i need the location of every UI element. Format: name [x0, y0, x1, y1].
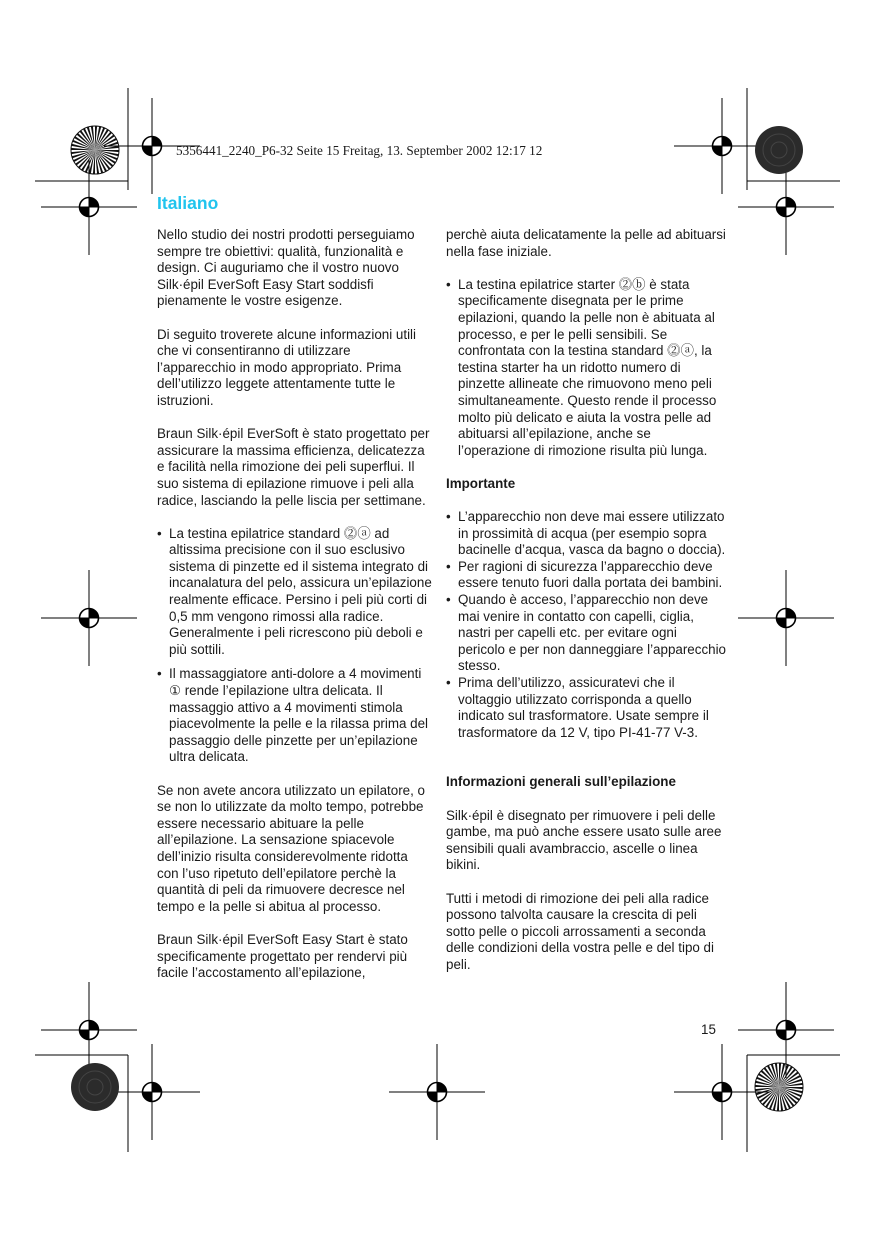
starburst-target-icon: [755, 1063, 803, 1111]
list-item: • La testina epilatrice starter ⓶ⓑ è stata specificamente disegnata per le prime epilazioni, quando la pelle non è abituata al processo, e per le pelli sensibili. Se confrontata con la testina standard ⓶ⓐ, la testina starter ha un ridotto numero di pinzette allineate che rimuovono meno peli simultaneamente. Questo rende il processo molto più delicato e aiuta la vostra pelle ad abituarsi all’epilazione, anche se l’operazione di rimozione risulta più lunga.: [446, 277, 726, 460]
list-item: • Per ragioni di sicurezza l’apparecchio deve essere tenuto fuori dalla portata dei bambini.: [446, 559, 726, 592]
list-item: • Quando è acceso, l’apparecchio non deve mai venire in contatto con capelli, ciglia, nastri per capelli etc. per evitare ogni pericolo e per non danneggiare l’apparecchio stesso.: [446, 592, 726, 675]
registration-mark-icon: [389, 1044, 485, 1140]
importante-title: Importante: [446, 475, 516, 491]
info-title: Informazioni generali sull’epilazione: [446, 774, 676, 790]
left-column: [157, 227, 433, 998]
registration-mark-icon: [41, 570, 137, 666]
info-paragraph: Di seguito troverete alcune informazioni utili che vi consentiranno di utilizzare l’apparecchio in modo appropriato. Prima dell’utilizzo leggete attentamente tutte le istruzioni.: [157, 326, 417, 408]
warning-paragraph: Tutti i metodi di rimozione dei peli alla radice possono talvolta causare la crescita di peli sotto pelle o piccoli arrossamenti a seconda delle condizioni della vostra pelle e del tipo di peli.: [446, 890, 714, 972]
right-column: [446, 227, 726, 990]
starter-list: [446, 277, 726, 460]
page-heading: Italiano: [157, 193, 219, 213]
registration-mark-icon: [738, 570, 834, 666]
product-paragraph: Braun Silk·épil EverSoft è stato progettato per assicurare la massima efficienza, delicatezza e facilità nella rimozione dei peli superflui. Il suo sistema di epilazione rimuove i peli alla radice, lasciando la pelle liscia per settimane.: [157, 426, 430, 508]
dark-target-icon: [71, 1063, 119, 1111]
info-paragraph: Silk·épil è disegnato per rimuovere i peli delle gambe, ma può anche essere usato sulle aree sensibili quali avambraccio, ascelle o linea bikini.: [446, 807, 722, 873]
feature-list: [157, 526, 433, 766]
intro-paragraph: Nello studio dei nostri prodotti perseguiamo sempre tre obiettivi: qualità, funzionalità e design. Ci auguriamo che il vostro nuovo Silk·épil EverSoft Easy Start soddisfi pienamente le vostre esigenze.: [157, 227, 415, 309]
list-item: • Il massaggiatore anti-dolore a 4 movimenti ① rende l’epilazione ultra delicata. Il massaggio attivo a 4 movimenti stimola piacevolmente la pelle e la rilassa prima del passaggio delle pinzette per un’epilazione ultra delicata.: [157, 666, 433, 766]
registration-mark-icon: [41, 982, 137, 1078]
list-item: • Prima dell’utilizzo, assicuratevi che il voltaggio utilizzato corrisponda a quello indicato sul trasformatore. Usate sempre il trasformatore da 12 V, tipo PI-41-77 V-3.: [446, 675, 726, 741]
first-use-paragraph: Se non avete ancora utilizzato un epilatore, o se non lo utilizzate da molto tempo, potrebbe essere necessario abituare la pelle all’epilazione. La sensazione spiacevole dell’inizio risulta considerevolmente ridotta con l’uso ripetuto dell’epilatore perchè la quantità di peli da rimuovere decresce nel tempo e la pelle si abitua al processo.: [157, 782, 425, 914]
list-item: • L’apparecchio non deve mai essere utilizzato in prossimità di acqua (per esempio sopra bacinelle d’acqua, vasca da bagno o doccia).: [446, 509, 726, 559]
page-number: 15: [701, 1022, 716, 1037]
continuation-paragraph: perchè aiuta delicatamente la pelle ad abituarsi nella fase iniziale.: [446, 227, 726, 259]
registration-mark-icon: [738, 159, 834, 255]
print-header-line: 5356441_2240_P6-32 Seite 15 Freitag, 13. September 2002 12:17 12: [176, 143, 543, 158]
easy-start-paragraph: Braun Silk·épil EverSoft Easy Start è stato specificamente progettato per rendervi più facile l’accostamento all’epilazione,: [157, 931, 408, 981]
dark-target-icon: [755, 126, 803, 174]
list-item: • La testina epilatrice standard ⓶ⓐ ad altissima precisione con il suo esclusivo sistema di pinzette ed il sistema integrato di incanalatura del pelo, assicura un’epilazione realmente efficace. Persino i peli più corti di 0,5 mm vengono rimossi alla radice. Generalmente i peli ricrescono più deboli e più sottili.: [157, 526, 433, 659]
importante-list: [446, 509, 726, 741]
starburst-target-icon: [71, 126, 119, 174]
